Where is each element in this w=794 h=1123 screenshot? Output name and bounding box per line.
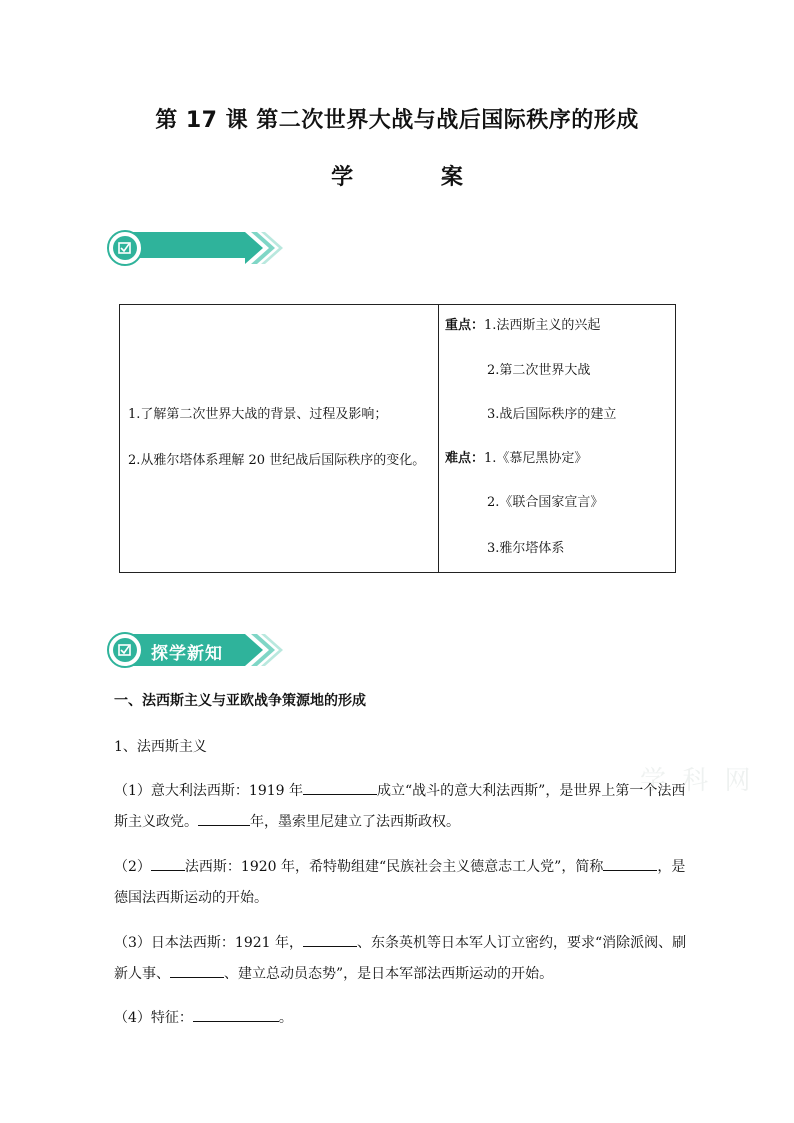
banner-label: 学习目标 bbox=[151, 258, 223, 278]
goal-item: 2.从雅尔塔体系理解 20 世纪战后国际秩序的变化。 bbox=[128, 453, 426, 468]
fill-blank[interactable] bbox=[170, 963, 224, 978]
key-points-label: 重点： bbox=[445, 318, 485, 333]
question-line: （4）特征： 。 bbox=[114, 1007, 293, 1027]
question-line: （3）日本法西斯：1921 年， 、东条英机等日本军人订立密约，要求“消除派阀、刷 bbox=[114, 932, 686, 952]
difficult-point: 1.《慕尼黑协定》 bbox=[484, 451, 588, 466]
subsection-title: 1、法西斯主义 bbox=[114, 739, 207, 755]
lesson-title: 第 17 课 第二次世界大战与战后国际秩序的形成 bbox=[155, 108, 639, 133]
key-point: 2.第二次世界大战 bbox=[487, 363, 591, 378]
difficult-point: 3.雅尔塔体系 bbox=[487, 541, 565, 556]
fill-blank[interactable] bbox=[303, 780, 377, 795]
banner-label: 探学新知 bbox=[151, 644, 223, 664]
explore-knowledge-banner bbox=[105, 630, 275, 670]
document-subtitle: 学 案 bbox=[331, 165, 503, 190]
watermark: 学 科 网 bbox=[640, 766, 755, 796]
learning-goals-banner bbox=[105, 228, 275, 278]
difficult-point: 2.《联合国家宣言》 bbox=[487, 495, 604, 510]
section-heading: 一、法西斯主义与亚欧战争策源地的形成 bbox=[114, 693, 366, 709]
fill-blank[interactable] bbox=[603, 856, 657, 871]
key-point: 1.法西斯主义的兴起 bbox=[484, 318, 601, 333]
fill-blank[interactable] bbox=[193, 1007, 279, 1022]
question-line: 新人事、 、建立总动员态势”，是日本军部法西斯运动的开始。 bbox=[114, 963, 553, 983]
learning-goals-table bbox=[119, 304, 676, 573]
goals-left-cell bbox=[120, 305, 439, 573]
question-line: （1）意大利法西斯：1919 年 成立“战斗的意大利法西斯”，是世界上第一个法西 bbox=[114, 780, 685, 800]
difficult-points-label: 难点： bbox=[445, 451, 485, 466]
fill-blank[interactable] bbox=[198, 811, 250, 826]
goals-right-cell bbox=[439, 305, 676, 573]
fill-blank[interactable] bbox=[151, 856, 185, 871]
key-point: 3.战后国际秩序的建立 bbox=[487, 407, 617, 422]
question-line: （2） 法西斯：1920 年，希特勒组建“民族社会主义德意志工人党”，简称 ，是 bbox=[114, 856, 685, 876]
fill-blank[interactable] bbox=[303, 932, 357, 947]
question-line: 德国法西斯运动的开始。 bbox=[114, 890, 268, 906]
goal-item: 1.了解第二次世界大战的背景、过程及影响； bbox=[128, 407, 388, 422]
question-line: 斯主义政党。 年，墨索里尼建立了法西斯政权。 bbox=[114, 811, 460, 831]
